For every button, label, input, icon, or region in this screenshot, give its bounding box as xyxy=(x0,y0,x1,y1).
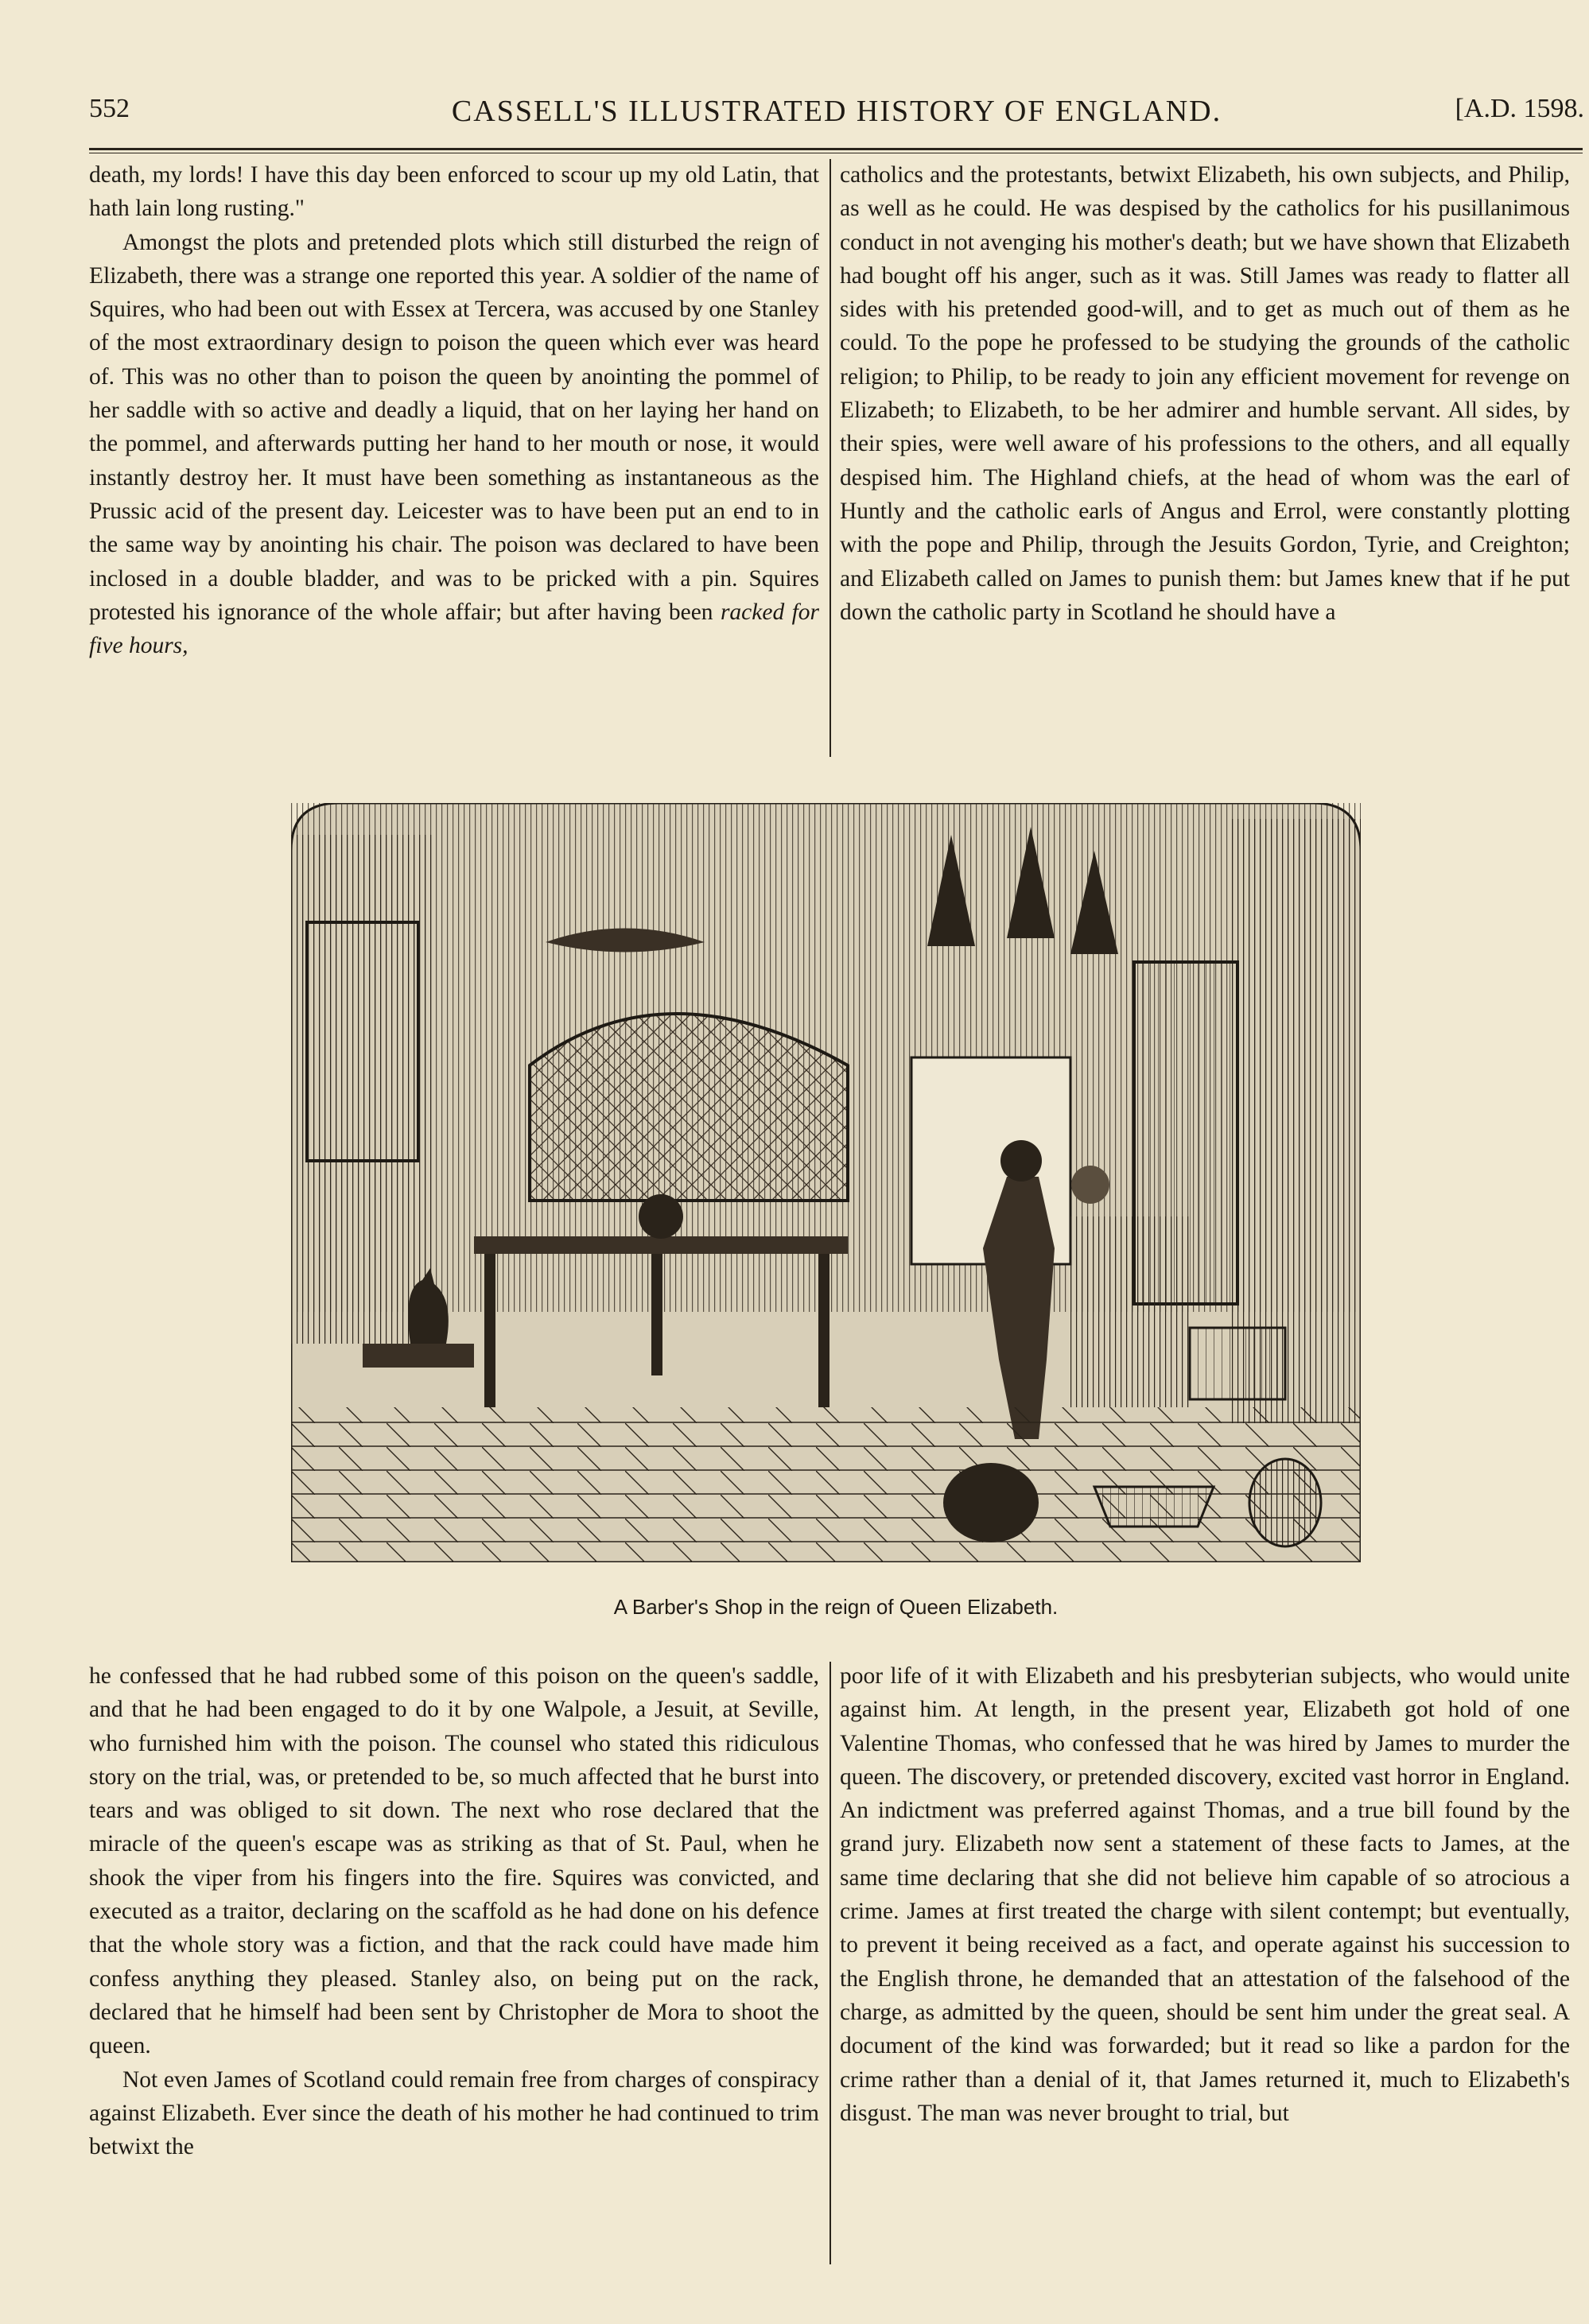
paragraph: he confessed that he had rubbed some of this poison on the queen's saddle, and that he had been engaged to do it by one Walpole, a Jesuit, at Seville, who furnished him with the poison. The counsel who stated this ridiculous story on the trial, was, or pretended to be, so much affected that he burst into tears and was obliged to sit down. The next who rose declared that the miracle of the queen's escape was as striking as that of St. Paul, when he shook the viper from his fingers into the fire. Squires was convicted, and executed as a traitor, declaring on the scaffold as he had done on his defence that the whole story was a fiction, and that the rack could have made him confess anything they pleased. Stanley also, on being put on the rack, declared that he himself had been sent by Christopher de Mora to shoot the queen. xyxy=(89,1663,819,2059)
customer-head xyxy=(1071,1166,1109,1204)
chest xyxy=(1190,1328,1285,1399)
paragraph: catholics and the protestants, betwixt Elizabeth, his own subjects, and Philip, as well as he could. He was despised by the catholics for his pusillanimous conduct in not avenging his mother's death; but we have shown that Elizabeth had bought off his anger, such as it was. Still James was ready to flatter all sides with his pretended good-will, and to get as much out of them as he could. To the pope he professed to be studying the grounds of the catholic religion; to Philip, to be ready to join any efficient movement for revenge on Elizabeth; to Elizabeth, to be her admirer and humble servant. All sides, by their spies, were well aware of his professions to the others, and all equally despised him. The Highland chiefs, at the head of whom was the earl of Huntly and the catholic earls of Angus and Errol, were constantly plotting with the pope and Philip, through the Jesuits Gordon, Tyrie, and Creighton; and Elizabeth called on James to punish them: but James knew that if he put down the catholic party in Scotland he should have a xyxy=(840,162,1570,625)
running-title: CASSELL'S ILLUSTRATED HISTORY OF ENGLAND. xyxy=(451,95,1222,128)
column-divider xyxy=(829,159,831,757)
barber-head xyxy=(1000,1140,1042,1181)
paragraph xyxy=(89,226,819,663)
paragraph-text: Amongst the plots and pretended plots which still disturbed the reign of Elizabeth, there was a strange one reported this year. A soldier of the name of Squires, who had been out with Essex at Tercera, was accused by one Stanley of the most extraordinary design to poison the queen which ever was heard of. This was no other than to poison the queen by anointing the pommel of her saddle with so active and deadly a liquid, that on her laying her hand on the pommel, and afterwards putting her hand to her mouth or nose, it would instantly destroy her. It must have been something as instantaneous as the Prussic acid of the present day. Leicester was to have been put an end to in the same way by anointing his chair. The poison was declared to have been inclosed in a double bladder, and was to be pricked with a pin. Squires protested his ignorance of the whole affair; but after having been xyxy=(89,229,819,625)
column-bottom-left xyxy=(89,1659,819,2163)
italic-phrase: racked for five hours, xyxy=(89,599,820,659)
paragraph: Not even James of Scotland could remain free from charges of conspiracy against Elizabeth. Ever since the death of his mother he had continued to trim betwixt the xyxy=(89,2066,819,2160)
header-rule xyxy=(89,148,1583,150)
barber-chair xyxy=(1070,1216,1190,1407)
column-top-left xyxy=(89,158,819,662)
left-wall-paneling xyxy=(291,835,434,1344)
engraving-barbers-shop xyxy=(291,803,1361,1562)
floor xyxy=(291,1407,1361,1562)
jug xyxy=(1249,1459,1321,1546)
illustration-caption: A Barber's Shop in the reign of Queen Elizabeth. xyxy=(613,1595,1059,1619)
paragraph: death, my lords! I have this day been enforced to scour up my old Latin, that hath lain long rusting." xyxy=(89,162,819,222)
paragraph: poor life of it with Elizabeth and his presbyterian subjects, who would unite against him. At length, in the present year, Elizabeth got hold of one Valentine Thomas, who confessed that he was hired by James to murder the queen. The discovery, or pretended discovery, excited vast horror in England. An indictment was preferred against Thomas, and a true bill found by the grand jury. Elizabeth now sent a statement of these facts to James, at the same time declaring that she did not believe him capable of so atrocious a crime. James at first treated the charge with silent contempt; but eventually, to prevent it being received as a fact, and operate against his succession to the English throne, he demanded that an attestation of the falsehood of the charge, as admitted by the queen, should be sent him under the great seal. A document of the kind was forwarded; but it read so like a pardon for the crime rather than a denial of it, that James returned it, much to Elizabeth's disgust. The man was never brought to trial, but xyxy=(840,1663,1570,2126)
running-date: [A.D. 1598. xyxy=(1455,94,1584,123)
column-top-right xyxy=(840,158,1570,629)
column-divider xyxy=(829,1662,831,2264)
running-head xyxy=(89,94,1584,142)
basket xyxy=(1094,1487,1214,1527)
column-bottom-right xyxy=(840,1659,1570,2130)
stool-with-cat xyxy=(363,1344,474,1368)
table-top xyxy=(474,1236,848,1254)
page-number: 552 xyxy=(89,94,130,123)
pot-left xyxy=(943,1463,1039,1542)
arched-window xyxy=(530,1014,848,1201)
kettle xyxy=(639,1194,683,1239)
